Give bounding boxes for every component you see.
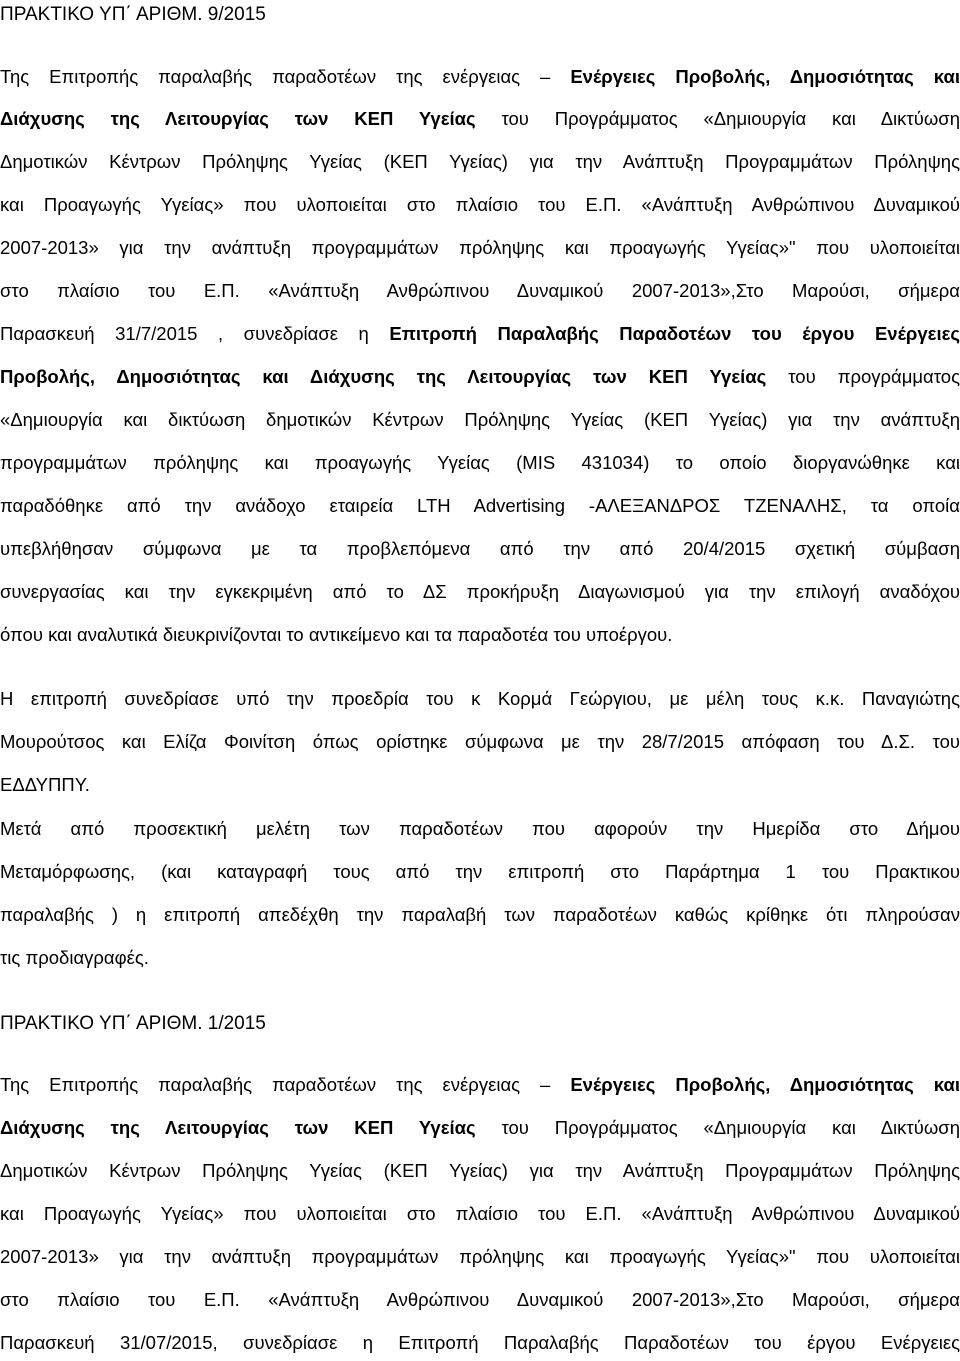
bold-text: Διάχυσης της Λειτουργίας των ΚΕΠ Υγείας	[0, 1117, 476, 1138]
text-line	[0, 1246, 960, 1268]
text: και Προαγωγής Υγείας» που υλοποιείται στο πλαίσιο του Ε.Π. «Ανάπτυξη Ανθρώπινου Δυναμικού	[0, 194, 960, 215]
text: Δημοτικών Κέντρων Πρόληψης Υγείας (ΚΕΠ Υγείας) για την Ανάπτυξη Προγραμμάτων Πρόληψης	[0, 1160, 960, 1181]
text-line	[0, 688, 960, 710]
bold-text: Διάχυσης της Λειτουργίας των ΚΕΠ Υγείας	[0, 108, 476, 129]
text: στο πλαίσιο του Ε.Π. «Ανάπτυξη Ανθρώπινου Δυναμικού 2007-2013»,Στο Μαρούσι, σήμερα	[0, 280, 960, 301]
text-line	[0, 495, 960, 517]
bold-text: Ενέργειες Προβολής, Δημοσιότητας και	[570, 66, 960, 87]
text: όπου και αναλυτικά διευκρινίζονται το αντικείμενο και τα παραδοτέα του υποέργου.	[0, 624, 673, 645]
text-line	[0, 108, 960, 130]
text: Μετά από προσεκτική μελέτη των παραδοτέων που αφορούν την Ημερίδα στο Δήμου	[0, 818, 960, 839]
text: ΕΔΔΥΠΠΥ.	[0, 774, 90, 795]
text-line	[0, 237, 960, 259]
section-2-heading: ΠΡΑΚΤΙΚΟ ΥΠ΄ ΑΡΙΘΜ. 1/2015	[0, 1013, 266, 1034]
text: Της Επιτροπής παραλαβής παραδοτέων της ενέργειας –	[0, 1074, 571, 1095]
text: τις προδιαγραφές.	[0, 947, 149, 968]
text-line	[0, 366, 960, 388]
text-line	[0, 861, 960, 883]
text-line	[0, 1117, 960, 1139]
section-1-heading: ΠΡΑΚΤΙΚΟ ΥΠ΄ ΑΡΙΘΜ. 9/2015	[0, 4, 266, 25]
text: του Προγράμματος «Δημιουργία και Δικτύωση	[475, 108, 960, 129]
text-line	[0, 538, 960, 560]
text: 2007-2013» για την ανάπτυξη προγραμμάτων πρόληψης και προαγωγής Υγείας»" που υλοποιείται	[0, 1246, 960, 1267]
text-line	[0, 1203, 960, 1225]
text: 2007-2013» για την ανάπτυξη προγραμμάτων πρόληψης και προαγωγής Υγείας»" που υλοποιείται	[0, 237, 960, 258]
text-line	[0, 581, 960, 603]
text: του Προγράμματος «Δημιουργία και Δικτύωση	[475, 1117, 960, 1138]
text-line	[0, 66, 960, 88]
text-line	[0, 731, 960, 753]
text-line	[0, 280, 960, 302]
text: προγραμμάτων πρόληψης και προαγωγής Υγείας (MIS 431034) το οποίο διοργανώθηκε και	[0, 452, 960, 473]
text: παραλαβής ) η επιτροπή απεδέχθη την παραλαβή των παραδοτέων καθώς κρίθηκε ότι πληρούσαν	[0, 904, 960, 925]
text: στο πλαίσιο του Ε.Π. «Ανάπτυξη Ανθρώπινου Δυναμικού 2007-2013»,Στο Μαρούσι, σήμερα	[0, 1289, 960, 1310]
text-line	[0, 151, 960, 173]
bold-text: Ενέργειες Προβολής, Δημοσιότητας και	[570, 1074, 960, 1095]
text: και Προαγωγής Υγείας» που υλοποιείται στο πλαίσιο του Ε.Π. «Ανάπτυξη Ανθρώπινου Δυναμικού	[0, 1203, 960, 1224]
bold-text: Προβολής, Δημοσιότητας και Διάχυσης της Λειτουργίας των ΚΕΠ Υγείας	[0, 366, 767, 387]
text: Η επιτροπή συνεδρίασε υπό την προεδρία του κ Κορμά Γεώργιου, με μέλη τους κ.κ. Παναγιώτης	[0, 688, 960, 709]
text: του προγράμματος	[766, 366, 960, 387]
text-line	[0, 194, 960, 216]
bold-text: Επιτροπή Παραλαβής Παραδοτέων του έργου Ενέργειες	[389, 323, 960, 344]
text: Της Επιτροπής παραλαβής παραδοτέων της ενέργειας –	[0, 66, 571, 87]
text: Παρασκευή 31/07/2015, συνεδρίασε η Επιτροπή Παραλαβής Παραδοτέων του έργου Ενέργειες	[0, 1332, 960, 1353]
text: Μουρούτσος και Ελίζα Φοινίτση όπως ορίστηκε σύμφωνα με την 28/7/2015 απόφαση του Δ.Σ. του	[0, 731, 960, 752]
text-line	[0, 818, 960, 840]
text-line	[0, 774, 960, 796]
text: υπεβλήθησαν σύμφωνα με τα προβλεπόμενα από την από 20/4/2015 σχετική σύμβαση	[0, 538, 960, 559]
text-line	[0, 1074, 960, 1096]
text-line	[0, 1332, 960, 1354]
text: παραδόθηκε από την ανάδοχο εταιρεία LTH Advertising -ΑΛΕΞΑΝΔΡΟΣ ΤΖΕΝΑΛΗΣ, τα οποία	[0, 495, 960, 516]
text: «Δημιουργία και δικτύωση δημοτικών Κέντρων Πρόληψης Υγείας (ΚΕΠ Υγείας) για την ανάπτυξη	[0, 409, 960, 430]
text-line	[0, 452, 960, 474]
text: Μεταμόρφωσης, (και καταγραφή τους από την επιτροπή στο Παράρτημα 1 του Πρακτικου	[0, 861, 960, 882]
text-line	[0, 1289, 960, 1311]
text-line	[0, 904, 960, 926]
text-line	[0, 947, 960, 969]
text-line	[0, 624, 960, 646]
text-line	[0, 323, 960, 345]
text-line	[0, 1160, 960, 1182]
text-line	[0, 409, 960, 431]
text: συνεργασίας και την εγκεκριμένη από το ΔΣ προκήρυξη Διαγωνισμού για την επιλογή αναδόχου	[0, 581, 960, 602]
text: Παρασκευή 31/7/2015 , συνεδρίασε η	[0, 323, 390, 344]
text: Δημοτικών Κέντρων Πρόληψης Υγείας (ΚΕΠ Υγείας) για την Ανάπτυξη Προγραμμάτων Πρόληψης	[0, 151, 960, 172]
